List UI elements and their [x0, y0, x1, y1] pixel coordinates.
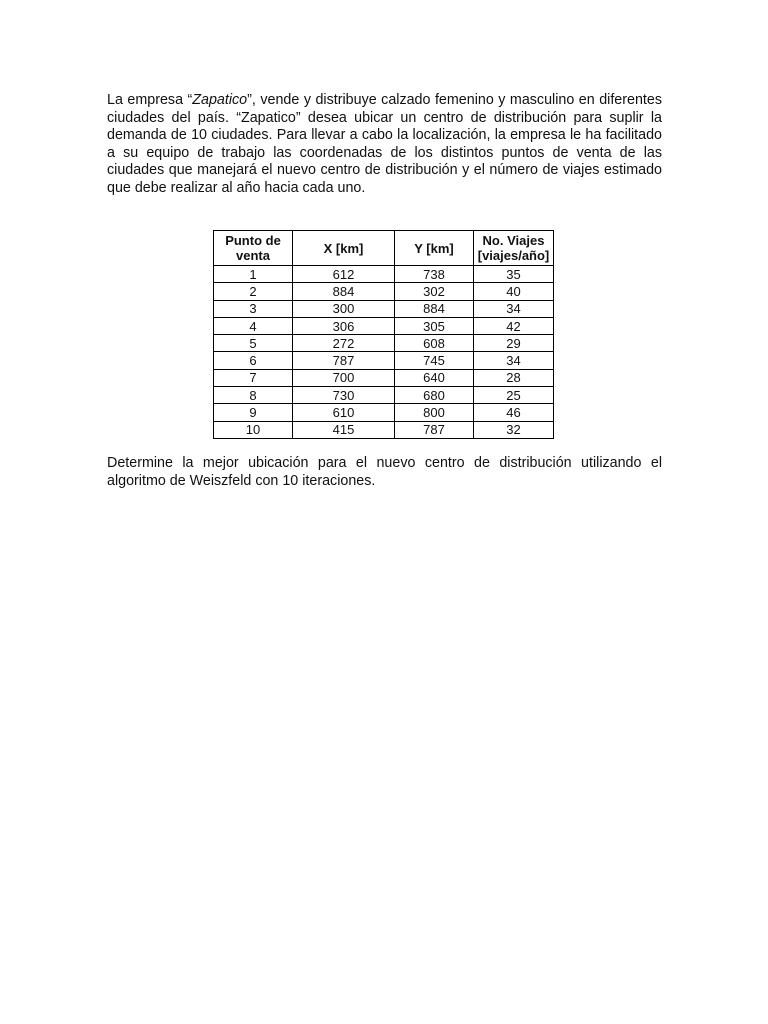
cell-viajes: 42 [474, 317, 554, 334]
cell-punto: 8 [214, 387, 293, 404]
header-punto-venta [214, 231, 293, 266]
cell-viajes: 34 [474, 300, 554, 317]
cell-x: 610 [293, 404, 395, 421]
table-row [214, 421, 554, 438]
intro-text-rest: ”, vende y distribuye calzado femenino y masculino en diferentes ciudades del país. “Zapatico” desea ubicar un centro de distribución para suplir la demanda de 10 ciudades. Para llevar a cabo la localización, la empresa le ha facilitado a su equipo de trabajo las coordenadas de los distintos puntos de venta de las ciudades que manejará el nuevo centro de distribución y el número de viajes estimado que debe realizar al año hacia cada uno. [107, 92, 662, 196]
cell-punto: 10 [214, 421, 293, 438]
cell-y: 884 [395, 300, 474, 317]
cell-x: 730 [293, 387, 395, 404]
company-name: Zapatico [192, 92, 248, 108]
table-row [214, 387, 554, 404]
cell-punto: 2 [214, 283, 293, 300]
table-header-row [214, 231, 554, 266]
table-row [214, 283, 554, 300]
cell-viajes: 46 [474, 404, 554, 421]
cell-punto: 9 [214, 404, 293, 421]
header-x: X [km] [293, 231, 395, 266]
cell-punto: 3 [214, 300, 293, 317]
cell-punto: 5 [214, 335, 293, 352]
cell-punto: 1 [214, 266, 293, 283]
cell-viajes: 35 [474, 266, 554, 283]
cell-y: 800 [395, 404, 474, 421]
header-viajes [474, 231, 554, 266]
cell-y: 608 [395, 335, 474, 352]
table-row [214, 369, 554, 386]
cell-x: 415 [293, 421, 395, 438]
table-row [214, 300, 554, 317]
cell-x: 272 [293, 335, 395, 352]
cell-x: 884 [293, 283, 395, 300]
cell-y: 305 [395, 317, 474, 334]
table-row [214, 266, 554, 283]
cell-punto: 4 [214, 317, 293, 334]
cell-viajes: 40 [474, 283, 554, 300]
cell-x: 700 [293, 369, 395, 386]
cell-viajes: 34 [474, 352, 554, 369]
cell-x: 612 [293, 266, 395, 283]
table-row [214, 352, 554, 369]
cell-y: 745 [395, 352, 474, 369]
cell-viajes: 25 [474, 387, 554, 404]
cell-y: 738 [395, 266, 474, 283]
cell-viajes: 28 [474, 369, 554, 386]
intro-text-start: La empresa “ [107, 92, 193, 108]
cell-punto: 7 [214, 369, 293, 386]
header-punto-line2: venta [236, 248, 270, 263]
sales-points-table [213, 230, 554, 439]
cell-viajes: 29 [474, 335, 554, 352]
cell-x: 787 [293, 352, 395, 369]
table-row [214, 335, 554, 352]
header-viajes-line1: No. Viajes [482, 233, 545, 248]
question-paragraph: Determine la mejor ubicación para el nuevo centro de distribución utilizando el algoritmo de Weiszfeld con 10 iteraciones. [107, 455, 662, 489]
cell-x: 306 [293, 317, 395, 334]
header-punto-line1: Punto de [225, 233, 281, 248]
table-row [214, 317, 554, 334]
table-row [214, 404, 554, 421]
cell-y: 640 [395, 369, 474, 386]
cell-punto: 6 [214, 352, 293, 369]
cell-x: 300 [293, 300, 395, 317]
header-viajes-line2: [viajes/año] [477, 248, 550, 263]
intro-paragraph [107, 92, 662, 197]
cell-viajes: 32 [474, 421, 554, 438]
header-y: Y [km] [395, 231, 474, 266]
cell-y: 680 [395, 387, 474, 404]
cell-y: 787 [395, 421, 474, 438]
cell-y: 302 [395, 283, 474, 300]
